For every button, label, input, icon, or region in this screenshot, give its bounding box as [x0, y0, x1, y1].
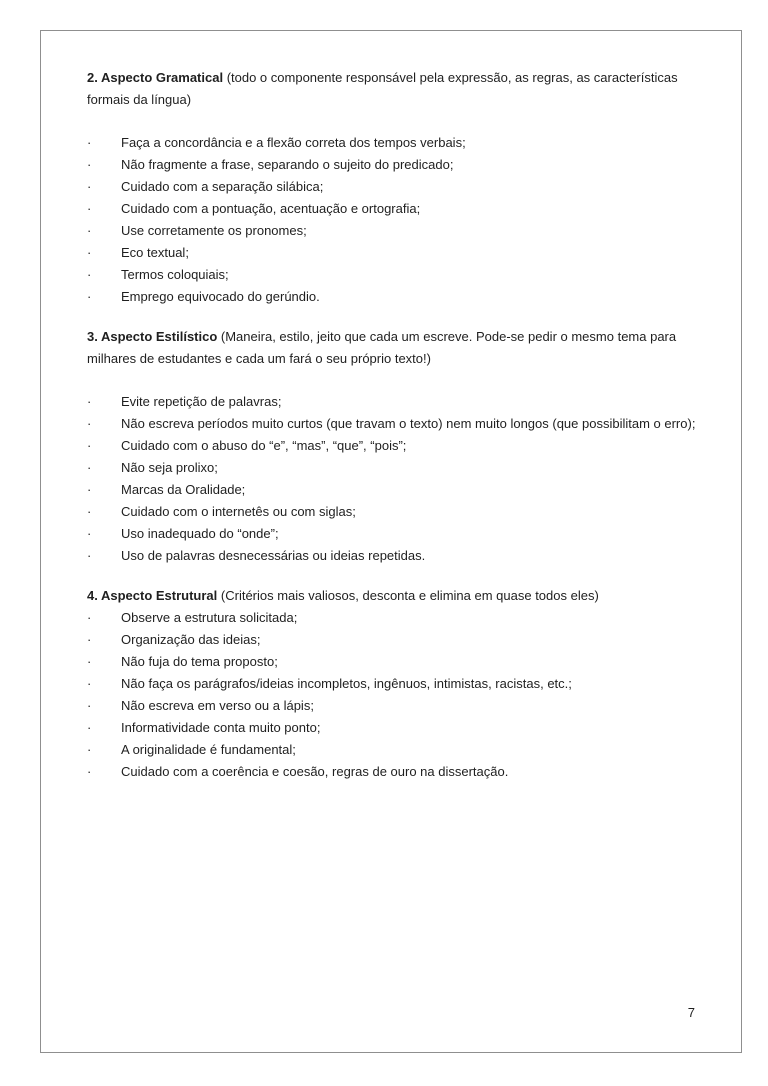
list-item-text: Uso de palavras desnecessárias ou ideias repetidas. [121, 548, 426, 563]
section [87, 585, 711, 783]
list-item-text: Não seja prolixo; [121, 460, 218, 475]
list-item [87, 761, 711, 783]
bullet-dot-icon: · [87, 654, 92, 669]
section-heading [87, 67, 711, 111]
bullet-dot-icon: · [87, 548, 92, 563]
list-item [87, 695, 711, 717]
list-item-text: Eco textual; [121, 245, 189, 260]
document-page [40, 30, 742, 1053]
section [87, 67, 711, 308]
list-item-text: Não fuja do tema proposto; [121, 654, 278, 669]
bullet-dot-icon: · [87, 460, 92, 475]
section-heading [87, 326, 711, 370]
bullet-dot-icon: · [87, 764, 92, 779]
list-item-text: Uso inadequado do “onde”; [121, 526, 279, 541]
section-heading [87, 585, 711, 607]
list-item [87, 545, 711, 567]
list-item-text: Faça a concordância e a flexão correta dos tempos verbais; [121, 135, 466, 150]
bullet-dot-icon: · [87, 267, 92, 282]
bullet-dot-icon: · [87, 179, 92, 194]
bullet-dot-icon: · [87, 223, 92, 238]
list-item-text: Organização das ideias; [121, 632, 261, 647]
list-item-text: Não fragmente a frase, separando o sujeito do predicado; [121, 157, 454, 172]
bullet-dot-icon: · [87, 482, 92, 497]
bullet-dot-icon: · [87, 610, 92, 625]
bullet-dot-icon: · [87, 698, 92, 713]
list-item-text: Cuidado com a coerência e coesão, regras de ouro na dissertação. [121, 764, 509, 779]
list-item [87, 501, 711, 523]
list-item-text: Cuidado com a pontuação, acentuação e ortografia; [121, 201, 421, 216]
section [87, 326, 711, 567]
list-item [87, 629, 711, 651]
bullet-list [87, 607, 711, 783]
list-item [87, 673, 711, 695]
list-item [87, 651, 711, 673]
bullet-list [87, 391, 711, 567]
bullet-dot-icon: · [87, 742, 92, 757]
list-item-text: Não escreva em verso ou a lápis; [121, 698, 314, 713]
bullet-dot-icon: · [87, 632, 92, 647]
bullet-dot-icon: · [87, 526, 92, 541]
bullet-dot-icon: · [87, 720, 92, 735]
bullet-list [87, 132, 711, 308]
list-item [87, 242, 711, 264]
list-item-text: Cuidado com o abuso do “e”, “mas”, “que”, “pois”; [121, 438, 407, 453]
list-item [87, 198, 711, 220]
list-item [87, 132, 711, 154]
list-item [87, 739, 711, 761]
list-item [87, 391, 711, 413]
list-item-text: Evite repetição de palavras; [121, 394, 282, 409]
list-item [87, 523, 711, 545]
list-item [87, 413, 711, 435]
list-item [87, 154, 711, 176]
list-item [87, 435, 711, 457]
list-item-text: Não escreva períodos muito curtos (que travam o texto) nem muito longos (que possibilitam o erro); [121, 416, 696, 431]
list-item-text: Termos coloquiais; [121, 267, 229, 282]
bullet-dot-icon: · [87, 416, 92, 431]
bullet-dot-icon: · [87, 504, 92, 519]
bullet-dot-icon: · [87, 289, 92, 304]
page-content [87, 67, 711, 783]
section-heading-title: 4. Aspecto Estrutural [87, 588, 218, 603]
bullet-dot-icon: · [87, 394, 92, 409]
list-item-text: A originalidade é fundamental; [121, 742, 296, 757]
list-item [87, 220, 711, 242]
section-heading-description: (Maneira, estilo, jeito que cada um escreve. Pode-se pedir o mesmo tema para milhares de estudantes e cada um fará o seu próprio texto!) [87, 329, 677, 366]
list-item-text: Observe a estrutura solicitada; [121, 610, 298, 625]
list-item-text: Emprego equivocado do gerúndio. [121, 289, 320, 304]
sections [87, 67, 711, 783]
list-item-text: Marcas da Oralidade; [121, 482, 246, 497]
list-item [87, 286, 711, 308]
section-heading-title: 3. Aspecto Estilístico [87, 329, 218, 344]
list-item [87, 607, 711, 629]
section-heading-title: 2. Aspecto Gramatical [87, 70, 224, 85]
bullet-dot-icon: · [87, 135, 92, 150]
section-heading-description: (Critérios mais valiosos, desconta e elimina em quase todos eles) [217, 588, 599, 603]
page-number: 7 [687, 1005, 695, 1020]
list-item [87, 457, 711, 479]
list-item [87, 176, 711, 198]
list-item [87, 264, 711, 286]
list-item [87, 717, 711, 739]
bullet-dot-icon: · [87, 157, 92, 172]
bullet-dot-icon: · [87, 438, 92, 453]
list-item-text: Use corretamente os pronomes; [121, 223, 307, 238]
section-heading-description: (todo o componente responsável pela expressão, as regras, as características formais da língua) [87, 70, 678, 107]
bullet-dot-icon: · [87, 201, 92, 216]
list-item-text: Informatividade conta muito ponto; [121, 720, 321, 735]
bullet-dot-icon: · [87, 245, 92, 260]
bullet-dot-icon: · [87, 676, 92, 691]
list-item-text: Cuidado com a separação silábica; [121, 179, 324, 194]
list-item [87, 479, 711, 501]
list-item-text: Não faça os parágrafos/ideias incompletos, ingênuos, intimistas, racistas, etc.; [121, 676, 572, 691]
list-item-text: Cuidado com o internetês ou com siglas; [121, 504, 356, 519]
